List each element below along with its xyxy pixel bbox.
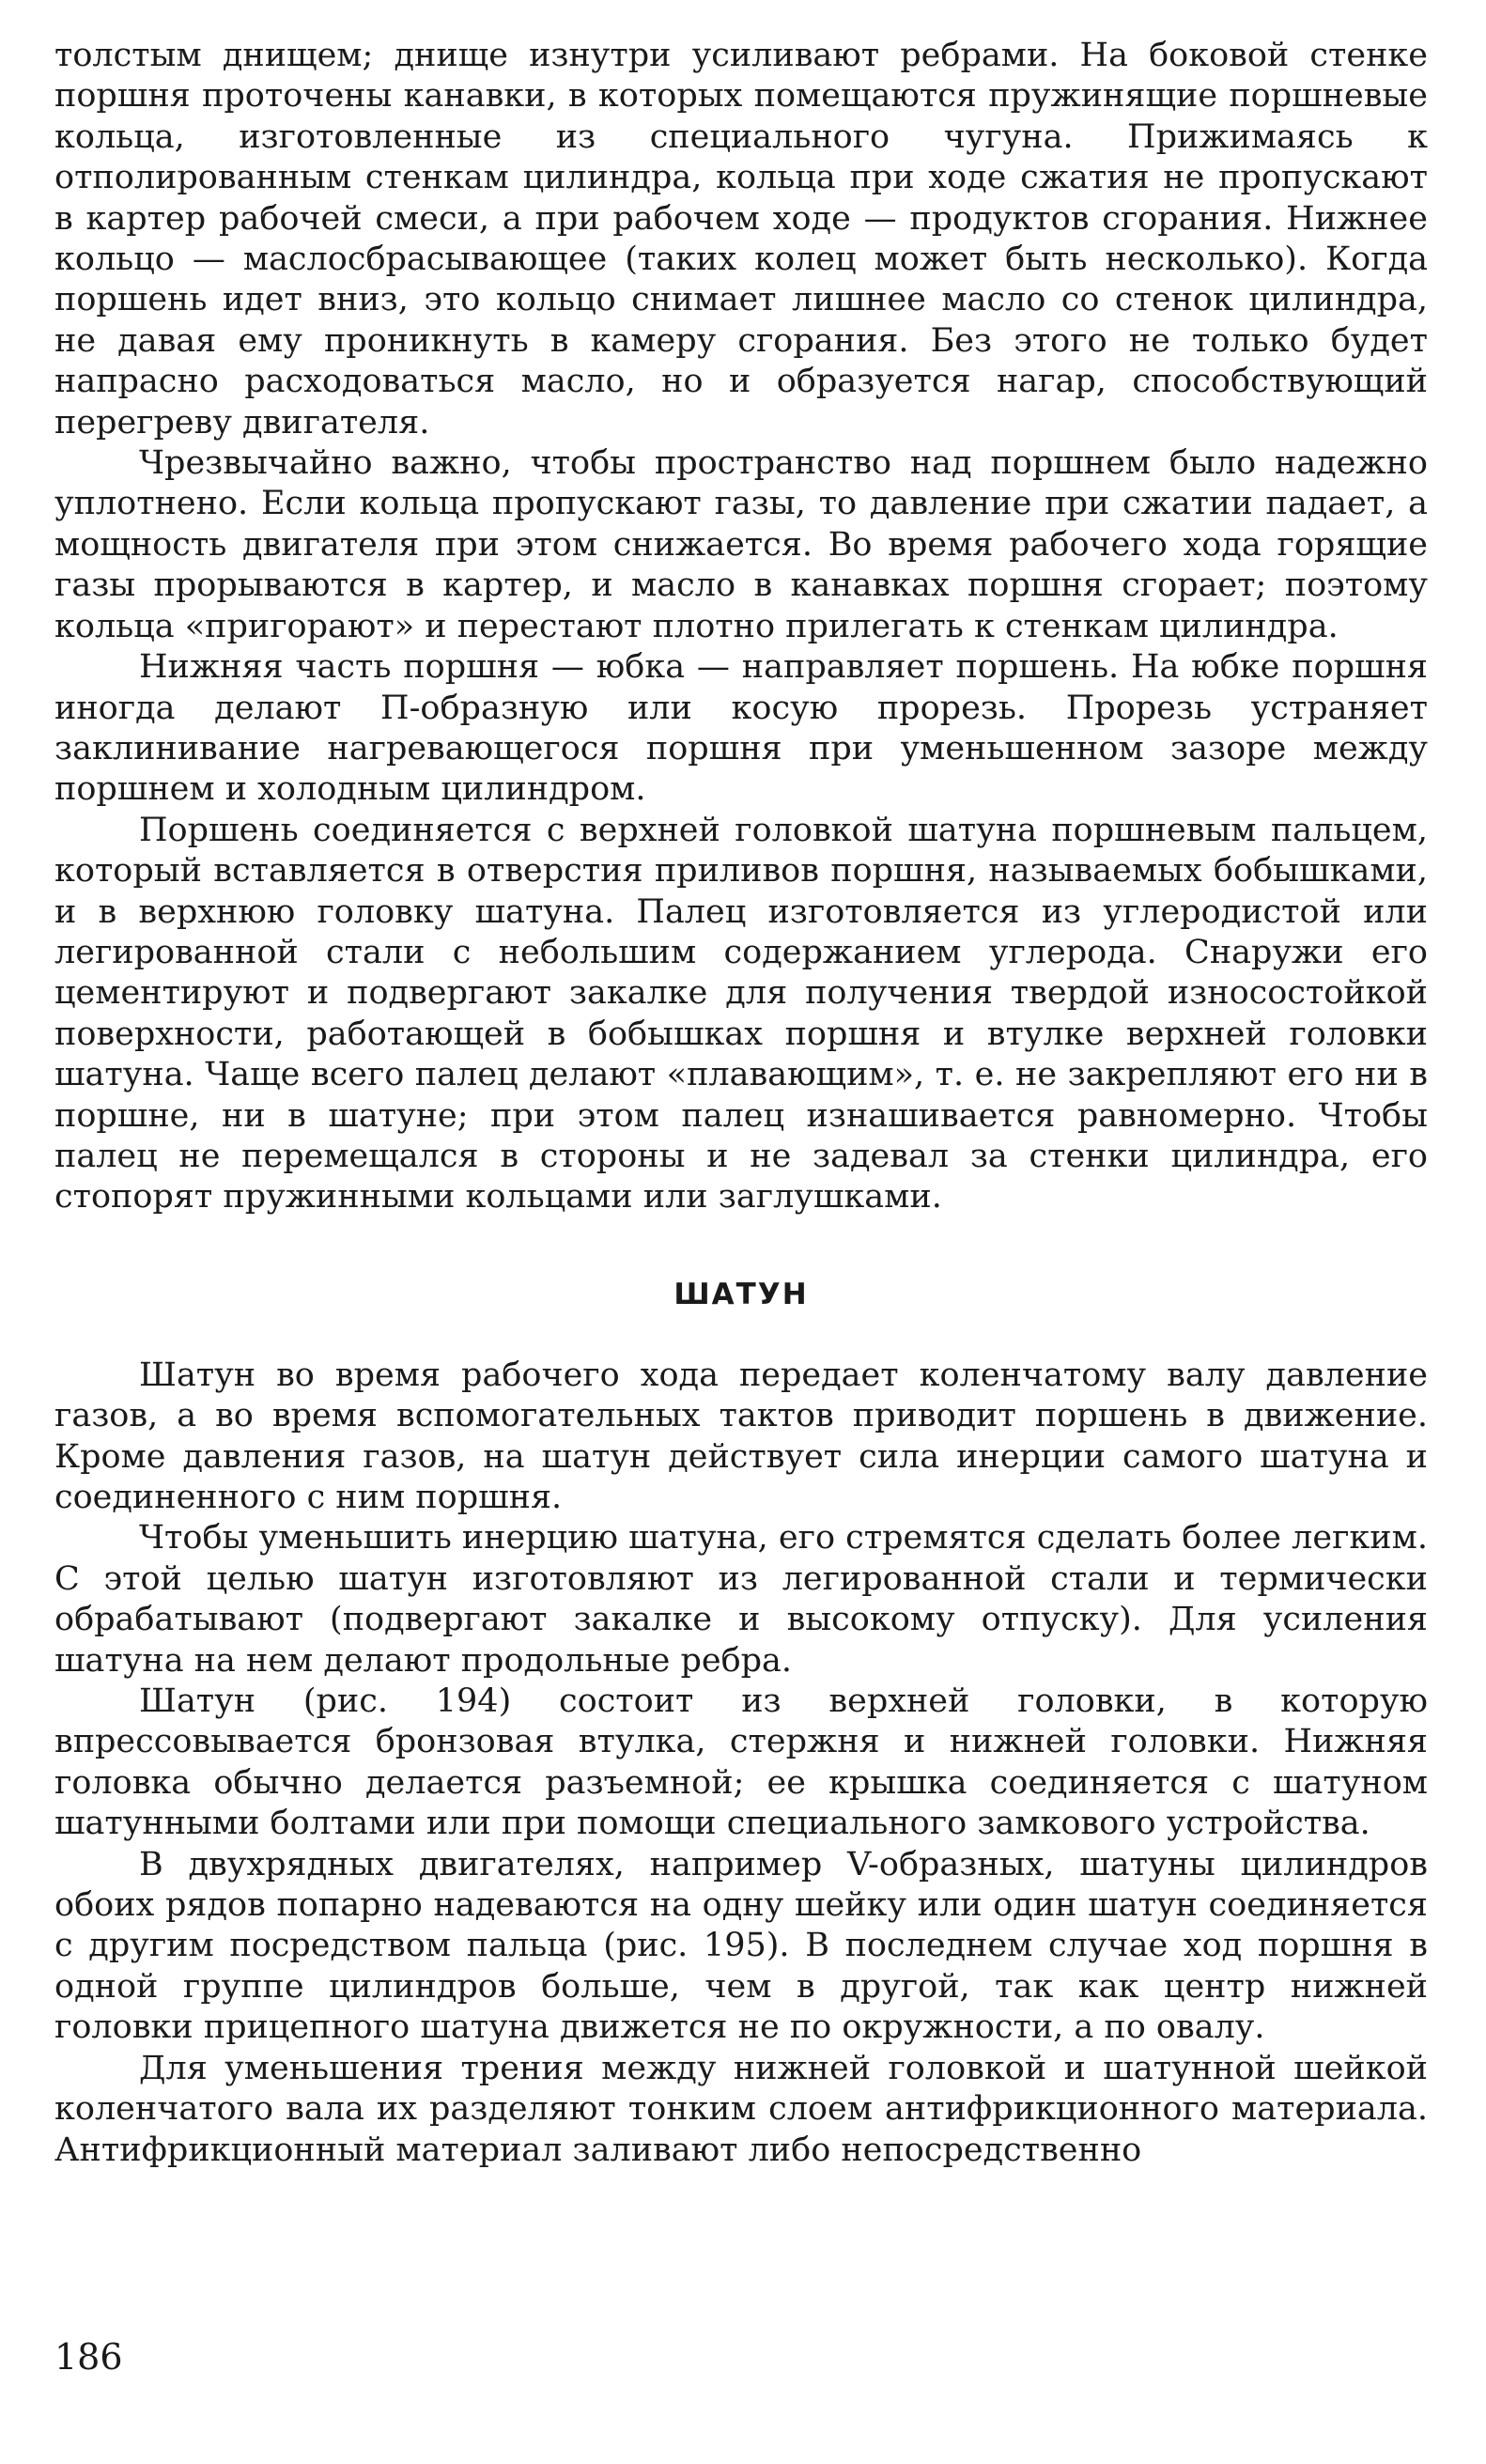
section-heading-block [54,1275,1428,1315]
paragraph: Для уменьшения трения между нижней головкой и шатунной шейкой коленчатого вала их разделяют тонким слоем антифрикционного материала. Антифрикционный материал заливают либо непосредственно [54,2049,1428,2169]
paragraph: Шатун во время рабочего хода передает коленчатому валу давление газов, а во время вспомогательных тактов приводит поршень в движение. Кроме давления газов, на шатун действует сила инерции самого шатуна и соединенного с ним поршня. [54,1356,1428,1516]
section-heading: ШАТУН [673,1277,809,1311]
paragraph: Чрезвычайно важно, чтобы пространство над поршнем было надежно уплотнено. Если кольца пропускают газы, то давление при сжатии падает, а мощность двигателя при этом снижается. Во время рабочего хода горящие газы прорываются в картер, и масло в канавках поршня сгорает; поэтому кольца «пригорают» и перестают плотно прилегать к стенкам цилиндра. [54,444,1428,645]
paragraph: Нижняя часть поршня — юбка — направляет поршень. На юбке поршня иногда делают П-образную или косую прорезь. Прорезь устраняет заклинивание нагревающегося поршня при уменьшенном зазоре между поршнем и холодным цилиндром. [54,648,1428,809]
bottom-section [54,1356,1428,2171]
page-number: 186 [54,2336,123,2378]
paragraph-continuation: толстым днищем; днище изнутри усиливают ребрами. На боковой стенке поршня проточены канавки, в которых помещаются пружинящие поршневые кольца, изготовленные из специального чугуна. Прижимаясь к отполированным стенкам цилиндра, кольца при ходе сжатия не пропускают в картер рабочей смеси, а при рабочем ходе — продуктов сгорания. Нижнее кольцо — маслосбрасывающее (таких колец может быть несколько). Когда поршень идет вниз, это кольцо снимает лишнее масло со стенок цилиндра, не давая ему проникнуть в камеру сгорания. Без этого не только будет напрасно расходоваться масло, но и образуется нагар, способствующий перегреву двигателя. [54,37,1428,442]
book-page [54,36,1428,2441]
paragraph: Чтобы уменьшить инерцию шатуна, его стремятся сделать более легким. С этой целью шатун изготовляют из легированной стали и термически обрабатывают (подвергают закалке и высокому отпуску). Для усиления шатуна на нем делают продольные ребра. [54,1519,1428,1680]
paragraph: В двухрядных двигателях, например V-образных, шатуны цилиндров обоих рядов попарно надеваются на одну шейку или один шатун соединяется с другим посредством пальца (рис. 195). В последнем случае ход поршня в одной группе цилиндров больше, чем в другой, так как центр нижней головки прицепного шатуна движется не по окружности, а по овалу. [54,1845,1428,2047]
paragraph: Шатун (рис. 194) состоит из верхней головки, в которую впрессовывается бронзовая втулка, стержня и нижней головки. Нижняя головка обычно делается разъемной; ее крышка соединяется с шатуном шатунными болтами или при помощи специального замкового устройства. [54,1682,1428,1843]
top-section [54,36,1428,1218]
paragraph: Поршень соединяется с верхней головкой шатуна поршневым пальцем, который вставляется в отверстия приливов поршня, называемых бобышками, и в верхнюю головку шатуна. Палец изготовляется из углеродистой или легированной стали с небольшим содержанием углерода. Снаружи его цементируют и подвергают закалке для получения твердой износостойкой поверхности, работающей в бобышках поршня и втулке верхней головки шатуна. Чаще всего палец делают «плавающим», т. е. не закрепляют его ни в поршне, ни в шатуне; при этом палец изнашивается равномерно. Чтобы палец не перемещался в стороны и не задевал за стенки цилиндра, его стопорят пружинными кольцами или заглушками. [54,811,1428,1217]
